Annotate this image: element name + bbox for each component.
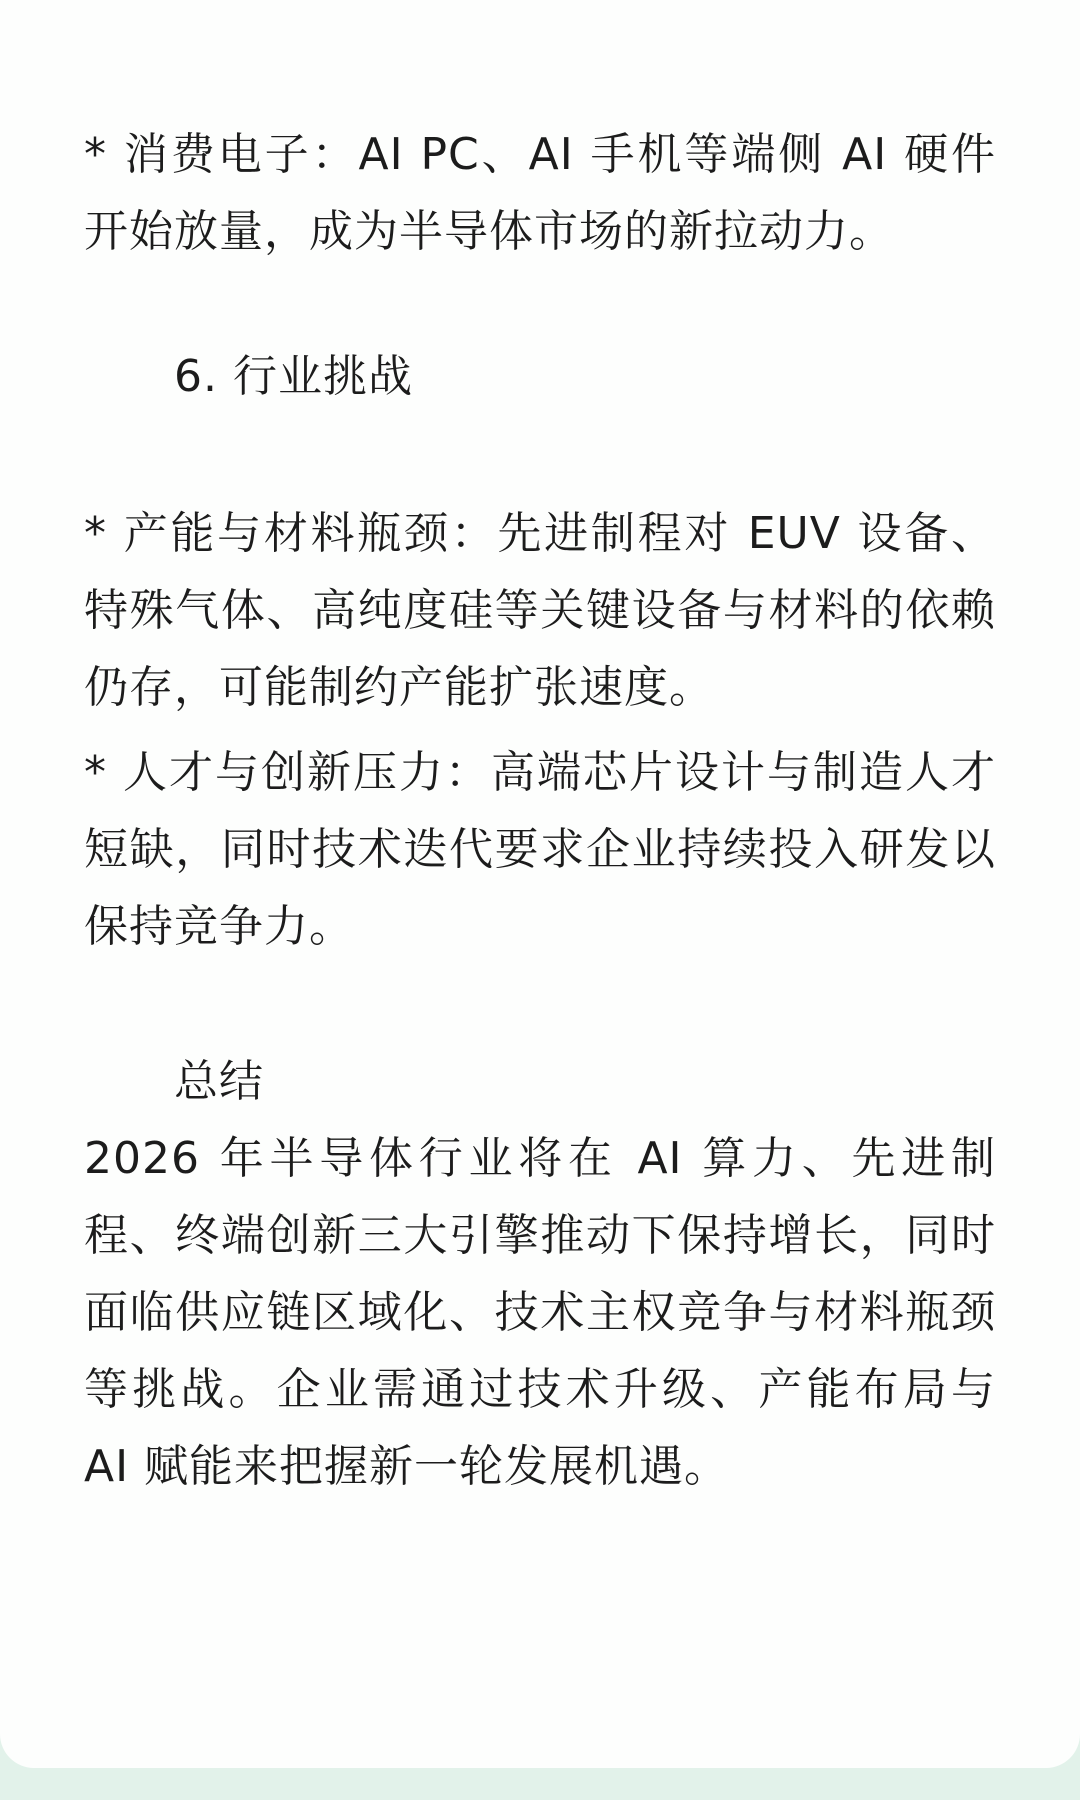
summary-paragraph: 2026 年半导体行业将在 AI 算力、先进制程、终端创新三大引擎推动下保持增长，同时面临供应链区域化、技术主权竞争与材料瓶颈等挑战。企业需通过技术升级、产能布局与 AI 赋能来把握新一轮发展机遇。 [84, 1133, 1011, 1492]
bullet-talent-pressure: * 人才与创新压力：高端芯片设计与制造人才短缺，同时技术迭代要求企业持续投入研发以保持竞争力。 [84, 747, 996, 952]
article-body [84, 116, 1011, 1505]
bottom-band [0, 1768, 1080, 1800]
summary-heading: 总结 [174, 1056, 264, 1107]
spacer [84, 965, 996, 1043]
spacer [84, 415, 996, 495]
spacer [84, 726, 996, 734]
spacer [84, 270, 996, 338]
bullet-consumer-electronics: * 消费电子：AI PC、AI 手机等端侧 AI 硬件开始放量，成为半导体市场的新拉动力。 [84, 129, 996, 257]
bullet-capacity-bottleneck: * 产能与材料瓶颈：先进制程对 EUV 设备、特殊气体、高纯度硅等关键设备与材料的依赖仍存，可能制约产能扩张速度。 [84, 508, 996, 713]
section-heading-challenges: 6. 行业挑战 [174, 351, 413, 402]
